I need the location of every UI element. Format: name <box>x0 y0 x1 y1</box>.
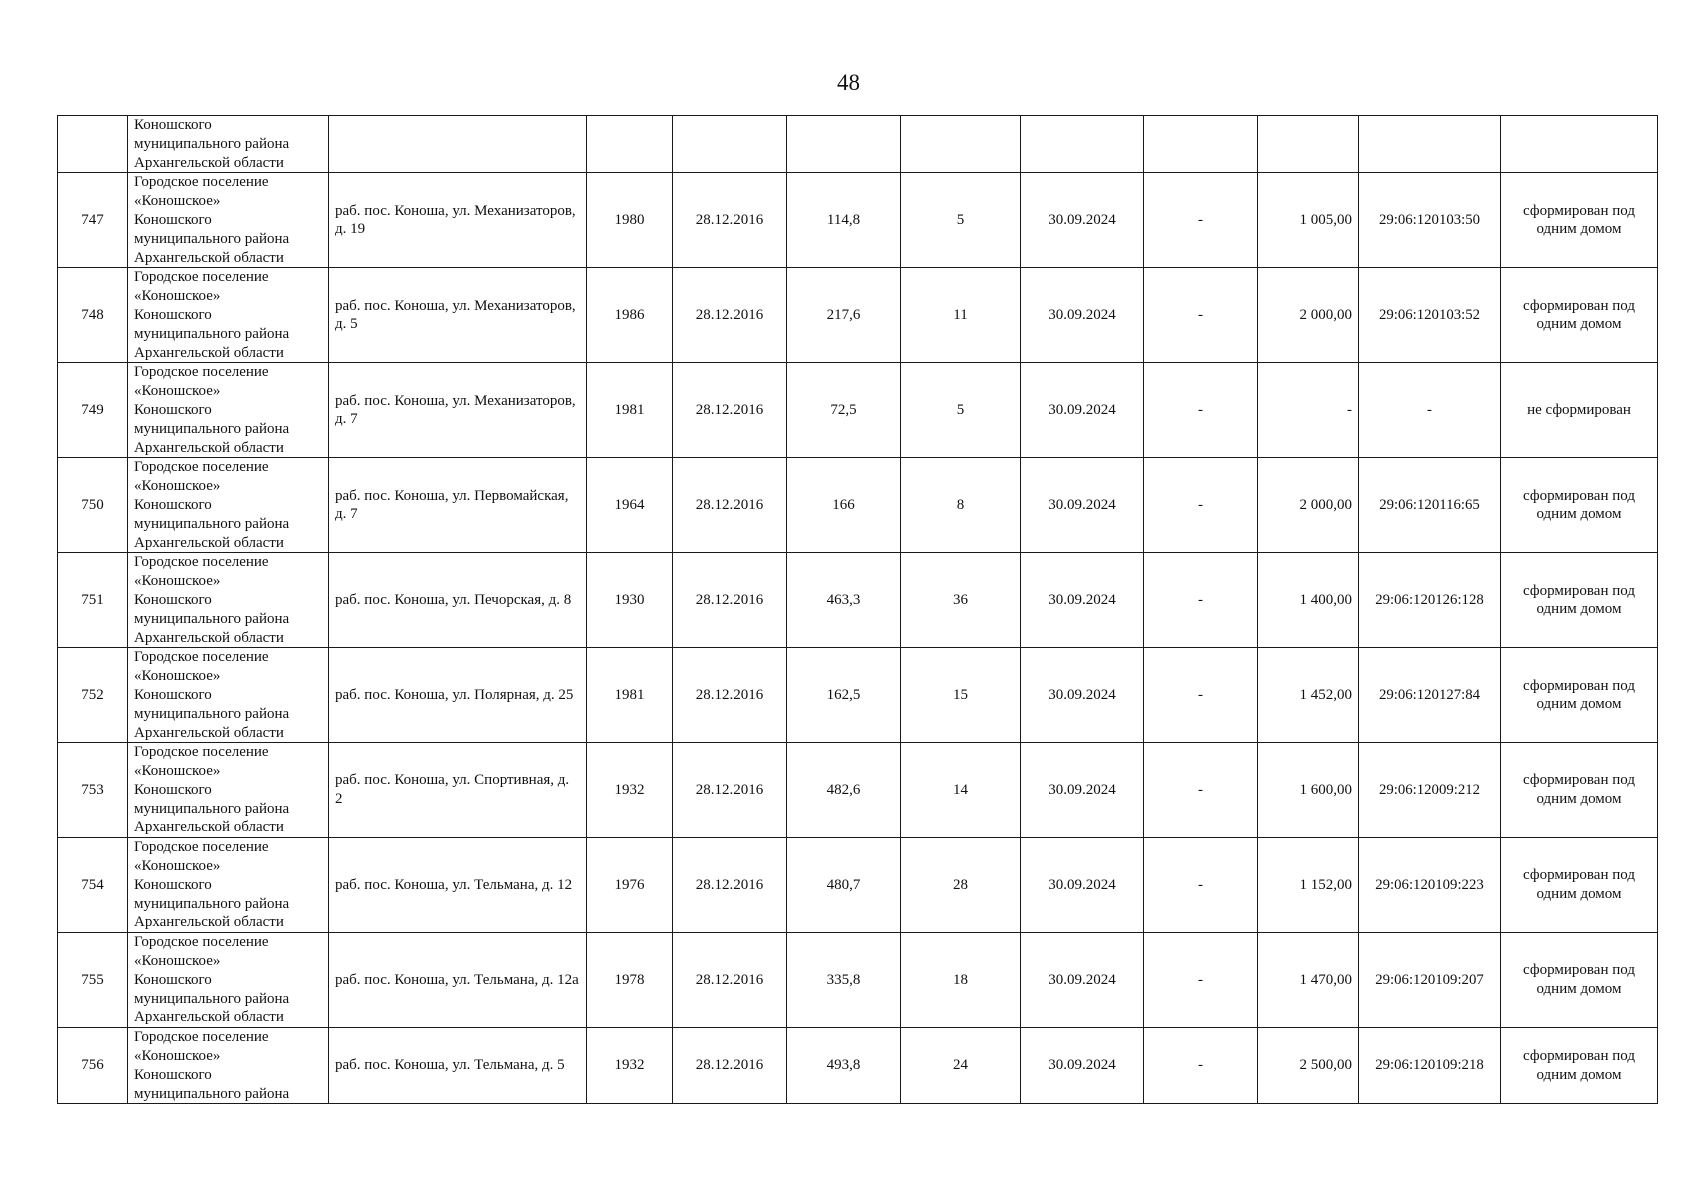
table-row <box>58 173 1658 268</box>
owner-line: Архангельской области <box>134 1009 284 1026</box>
cell-date: 28.12.2016 <box>673 268 787 363</box>
cell-extra: - <box>1144 458 1258 553</box>
cell-owner <box>128 116 329 173</box>
cell-owner <box>128 1028 329 1104</box>
cell-land: 1 452,00 <box>1258 648 1359 743</box>
owner-line: муниципального района <box>134 325 290 342</box>
cell-year: 1964 <box>587 458 673 553</box>
owner-line: муниципального района <box>134 705 290 722</box>
cell-status: не сформирован <box>1501 363 1658 458</box>
cell-land: 2 000,00 <box>1258 458 1359 553</box>
cell-land <box>1258 116 1359 173</box>
owner-line: Коношского <box>134 686 212 703</box>
owner-line: муниципального района <box>134 135 290 152</box>
cell-cadastral: 29:06:120103:52 <box>1359 268 1501 363</box>
cell-date: 28.12.2016 <box>673 173 787 268</box>
owner-line: Архангельской области <box>134 629 284 646</box>
cell-area <box>787 116 901 173</box>
cell-land: 1 400,00 <box>1258 553 1359 648</box>
cell-num: 747 <box>58 173 128 268</box>
cell-due: 30.09.2024 <box>1021 268 1144 363</box>
owner-line: Архангельской области <box>134 724 284 741</box>
cell-due: 30.09.2024 <box>1021 458 1144 553</box>
cell-cadastral: 29:06:120116:65 <box>1359 458 1501 553</box>
cell-date: 28.12.2016 <box>673 648 787 743</box>
owner-line: Городское поселение <box>134 459 269 476</box>
cell-num: 753 <box>58 743 128 838</box>
cell-cadastral <box>1359 116 1501 173</box>
cell-count: 5 <box>901 173 1021 268</box>
cell-cadastral: - <box>1359 363 1501 458</box>
cell-year: 1932 <box>587 1028 673 1104</box>
cell-count <box>901 116 1021 173</box>
cell-due: 30.09.2024 <box>1021 173 1144 268</box>
cell-due: 30.09.2024 <box>1021 838 1144 933</box>
owner-line: Коношского <box>134 1066 212 1083</box>
cell-due: 30.09.2024 <box>1021 648 1144 743</box>
cell-extra: - <box>1144 743 1258 838</box>
cell-area: 335,8 <box>787 933 901 1028</box>
cell-area: 72,5 <box>787 363 901 458</box>
table-row <box>58 363 1658 458</box>
owner-line: «Коношское» <box>134 573 221 590</box>
cell-date: 28.12.2016 <box>673 743 787 838</box>
owner-line: Городское поселение <box>134 649 269 666</box>
owner-line: Коношского <box>134 496 212 513</box>
cell-due: 30.09.2024 <box>1021 743 1144 838</box>
cell-land: - <box>1258 363 1359 458</box>
owner-line: Архангельской области <box>134 819 284 836</box>
cell-year: 1981 <box>587 648 673 743</box>
cell-cadastral: 29:06:120127:84 <box>1359 648 1501 743</box>
cell-year <box>587 116 673 173</box>
cell-date: 28.12.2016 <box>673 838 787 933</box>
cell-area: 217,6 <box>787 268 901 363</box>
cell-land: 2 000,00 <box>1258 268 1359 363</box>
cell-extra: - <box>1144 268 1258 363</box>
housing-registry-table <box>57 115 1658 1104</box>
cell-count: 15 <box>901 648 1021 743</box>
cell-address <box>329 116 587 173</box>
cell-count: 28 <box>901 838 1021 933</box>
owner-line: Городское поселение <box>134 934 269 951</box>
cell-owner <box>128 173 329 268</box>
cell-owner <box>128 363 329 458</box>
table-row <box>58 838 1658 933</box>
cell-count: 36 <box>901 553 1021 648</box>
cell-year: 1930 <box>587 553 673 648</box>
cell-area: 166 <box>787 458 901 553</box>
cell-due: 30.09.2024 <box>1021 363 1144 458</box>
cell-num: 754 <box>58 838 128 933</box>
cell-area: 162,5 <box>787 648 901 743</box>
cell-extra: - <box>1144 553 1258 648</box>
cell-count: 11 <box>901 268 1021 363</box>
owner-line: Городское поселение <box>134 839 269 856</box>
owner-line: Городское поселение <box>134 364 269 381</box>
cell-extra: - <box>1144 1028 1258 1104</box>
owner-line: Городское поселение <box>134 269 269 286</box>
cell-year: 1976 <box>587 838 673 933</box>
cell-land: 1 600,00 <box>1258 743 1359 838</box>
cell-date: 28.12.2016 <box>673 458 787 553</box>
table-row <box>58 268 1658 363</box>
cell-date: 28.12.2016 <box>673 933 787 1028</box>
owner-line: муниципального района <box>134 990 290 1007</box>
cell-year: 1986 <box>587 268 673 363</box>
table-row <box>58 553 1658 648</box>
cell-count: 5 <box>901 363 1021 458</box>
owner-line: Коношского <box>134 211 212 228</box>
owner-line: Архангельской области <box>134 344 284 361</box>
cell-status: сформирован под одним домом <box>1501 268 1658 363</box>
owner-line: Коношского <box>134 971 212 988</box>
owner-line: Городское поселение <box>134 744 269 761</box>
cell-status: сформирован под одним домом <box>1501 743 1658 838</box>
cell-status: сформирован под одним домом <box>1501 838 1658 933</box>
cell-cadastral: 29:06:120109:218 <box>1359 1028 1501 1104</box>
owner-line: Городское поселение <box>134 554 269 571</box>
cell-status <box>1501 116 1658 173</box>
cell-year: 1978 <box>587 933 673 1028</box>
owner-line: Городское поселение <box>134 1029 269 1046</box>
cell-due <box>1021 116 1144 173</box>
cell-extra: - <box>1144 838 1258 933</box>
table-row <box>58 1028 1658 1104</box>
cell-count: 18 <box>901 933 1021 1028</box>
cell-land: 1 005,00 <box>1258 173 1359 268</box>
table-row-continuation <box>58 116 1658 173</box>
table-row <box>58 933 1658 1028</box>
owner-line: «Коношское» <box>134 763 221 780</box>
cell-num: 755 <box>58 933 128 1028</box>
cell-cadastral: 29:06:120126:128 <box>1359 553 1501 648</box>
owner-line: Архангельской области <box>134 914 284 931</box>
cell-address: раб. пос. Коноша, ул. Механизаторов, д. 5 <box>329 268 587 363</box>
owner-line: «Коношское» <box>134 858 221 875</box>
cell-date: 28.12.2016 <box>673 363 787 458</box>
cell-owner <box>128 458 329 553</box>
cell-owner <box>128 838 329 933</box>
cell-owner <box>128 268 329 363</box>
owner-line: Архангельской области <box>134 534 284 551</box>
owner-line: муниципального района <box>134 420 290 437</box>
owner-line: Коношского <box>134 591 212 608</box>
table-row <box>58 648 1658 743</box>
cell-address: раб. пос. Коноша, ул. Тельмана, д. 12а <box>329 933 587 1028</box>
cell-status: сформирован под одним домом <box>1501 553 1658 648</box>
cell-owner <box>128 648 329 743</box>
owner-line: «Коношское» <box>134 193 221 210</box>
cell-owner <box>128 743 329 838</box>
cell-num: 749 <box>58 363 128 458</box>
owner-line: муниципального района <box>134 610 290 627</box>
cell-cadastral: 29:06:120103:50 <box>1359 173 1501 268</box>
table-body <box>58 116 1658 1104</box>
cell-num: 748 <box>58 268 128 363</box>
owner-line: Городское поселение <box>134 174 269 191</box>
cell-year: 1981 <box>587 363 673 458</box>
cell-due: 30.09.2024 <box>1021 933 1144 1028</box>
cell-num: 756 <box>58 1028 128 1104</box>
cell-date: 28.12.2016 <box>673 1028 787 1104</box>
cell-address: раб. пос. Коноша, ул. Печорская, д. 8 <box>329 553 587 648</box>
cell-extra <box>1144 116 1258 173</box>
owner-line: «Коношское» <box>134 478 221 495</box>
cell-status: сформирован под одним домом <box>1501 933 1658 1028</box>
cell-count: 14 <box>901 743 1021 838</box>
cell-cadastral: 29:06:120109:223 <box>1359 838 1501 933</box>
cell-cadastral: 29:06:12009:212 <box>1359 743 1501 838</box>
cell-address: раб. пос. Коноша, ул. Тельмана, д. 5 <box>329 1028 587 1104</box>
owner-line: муниципального района <box>134 230 290 247</box>
cell-date <box>673 116 787 173</box>
cell-address: раб. пос. Коноша, ул. Первомайская, д. 7 <box>329 458 587 553</box>
cell-land: 2 500,00 <box>1258 1028 1359 1104</box>
owner-line: Коношского <box>134 117 212 133</box>
cell-area: 480,7 <box>787 838 901 933</box>
cell-extra: - <box>1144 933 1258 1028</box>
cell-num <box>58 116 128 173</box>
cell-extra: - <box>1144 173 1258 268</box>
cell-num: 751 <box>58 553 128 648</box>
cell-due: 30.09.2024 <box>1021 553 1144 648</box>
owner-line: муниципального района <box>134 800 290 817</box>
owner-line: муниципального района <box>134 515 290 532</box>
cell-land: 1 470,00 <box>1258 933 1359 1028</box>
owner-line: «Коношское» <box>134 383 221 400</box>
cell-extra: - <box>1144 648 1258 743</box>
cell-owner <box>128 553 329 648</box>
owner-line: Архангельской области <box>134 154 284 171</box>
owner-line: муниципального района <box>134 1085 290 1102</box>
owner-line: «Коношское» <box>134 953 221 970</box>
cell-area: 482,6 <box>787 743 901 838</box>
owner-line: Коношского <box>134 401 212 418</box>
cell-owner <box>128 933 329 1028</box>
cell-count: 8 <box>901 458 1021 553</box>
owner-line: муниципального района <box>134 895 290 912</box>
cell-area: 114,8 <box>787 173 901 268</box>
owner-line: «Коношское» <box>134 288 221 305</box>
owner-line: «Коношское» <box>134 1048 221 1065</box>
table-row <box>58 743 1658 838</box>
owner-line: Коношского <box>134 876 212 893</box>
cell-status: сформирован под одним домом <box>1501 648 1658 743</box>
cell-address: раб. пос. Коноша, ул. Механизаторов, д. 19 <box>329 173 587 268</box>
cell-status: сформирован под одним домом <box>1501 1028 1658 1104</box>
page-number: 48 <box>837 70 860 95</box>
cell-address: раб. пос. Коноша, ул. Тельмана, д. 12 <box>329 838 587 933</box>
cell-address: раб. пос. Коноша, ул. Полярная, д. 25 <box>329 648 587 743</box>
cell-status: сформирован под одним домом <box>1501 173 1658 268</box>
table-row <box>58 458 1658 553</box>
cell-year: 1980 <box>587 173 673 268</box>
cell-cadastral: 29:06:120109:207 <box>1359 933 1501 1028</box>
cell-area: 493,8 <box>787 1028 901 1104</box>
cell-date: 28.12.2016 <box>673 553 787 648</box>
owner-line: Архангельской области <box>134 249 284 266</box>
cell-land: 1 152,00 <box>1258 838 1359 933</box>
cell-num: 750 <box>58 458 128 553</box>
cell-year: 1932 <box>587 743 673 838</box>
cell-address: раб. пос. Коноша, ул. Спортивная, д. 2 <box>329 743 587 838</box>
owner-line: Коношского <box>134 306 212 323</box>
cell-num: 752 <box>58 648 128 743</box>
cell-area: 463,3 <box>787 553 901 648</box>
cell-count: 24 <box>901 1028 1021 1104</box>
owner-line: Коношского <box>134 781 212 798</box>
cell-address: раб. пос. Коноша, ул. Механизаторов, д. 7 <box>329 363 587 458</box>
cell-status: сформирован под одним домом <box>1501 458 1658 553</box>
owner-line: Архангельской области <box>134 439 284 456</box>
cell-extra: - <box>1144 363 1258 458</box>
owner-line: «Коношское» <box>134 668 221 685</box>
cell-due: 30.09.2024 <box>1021 1028 1144 1104</box>
